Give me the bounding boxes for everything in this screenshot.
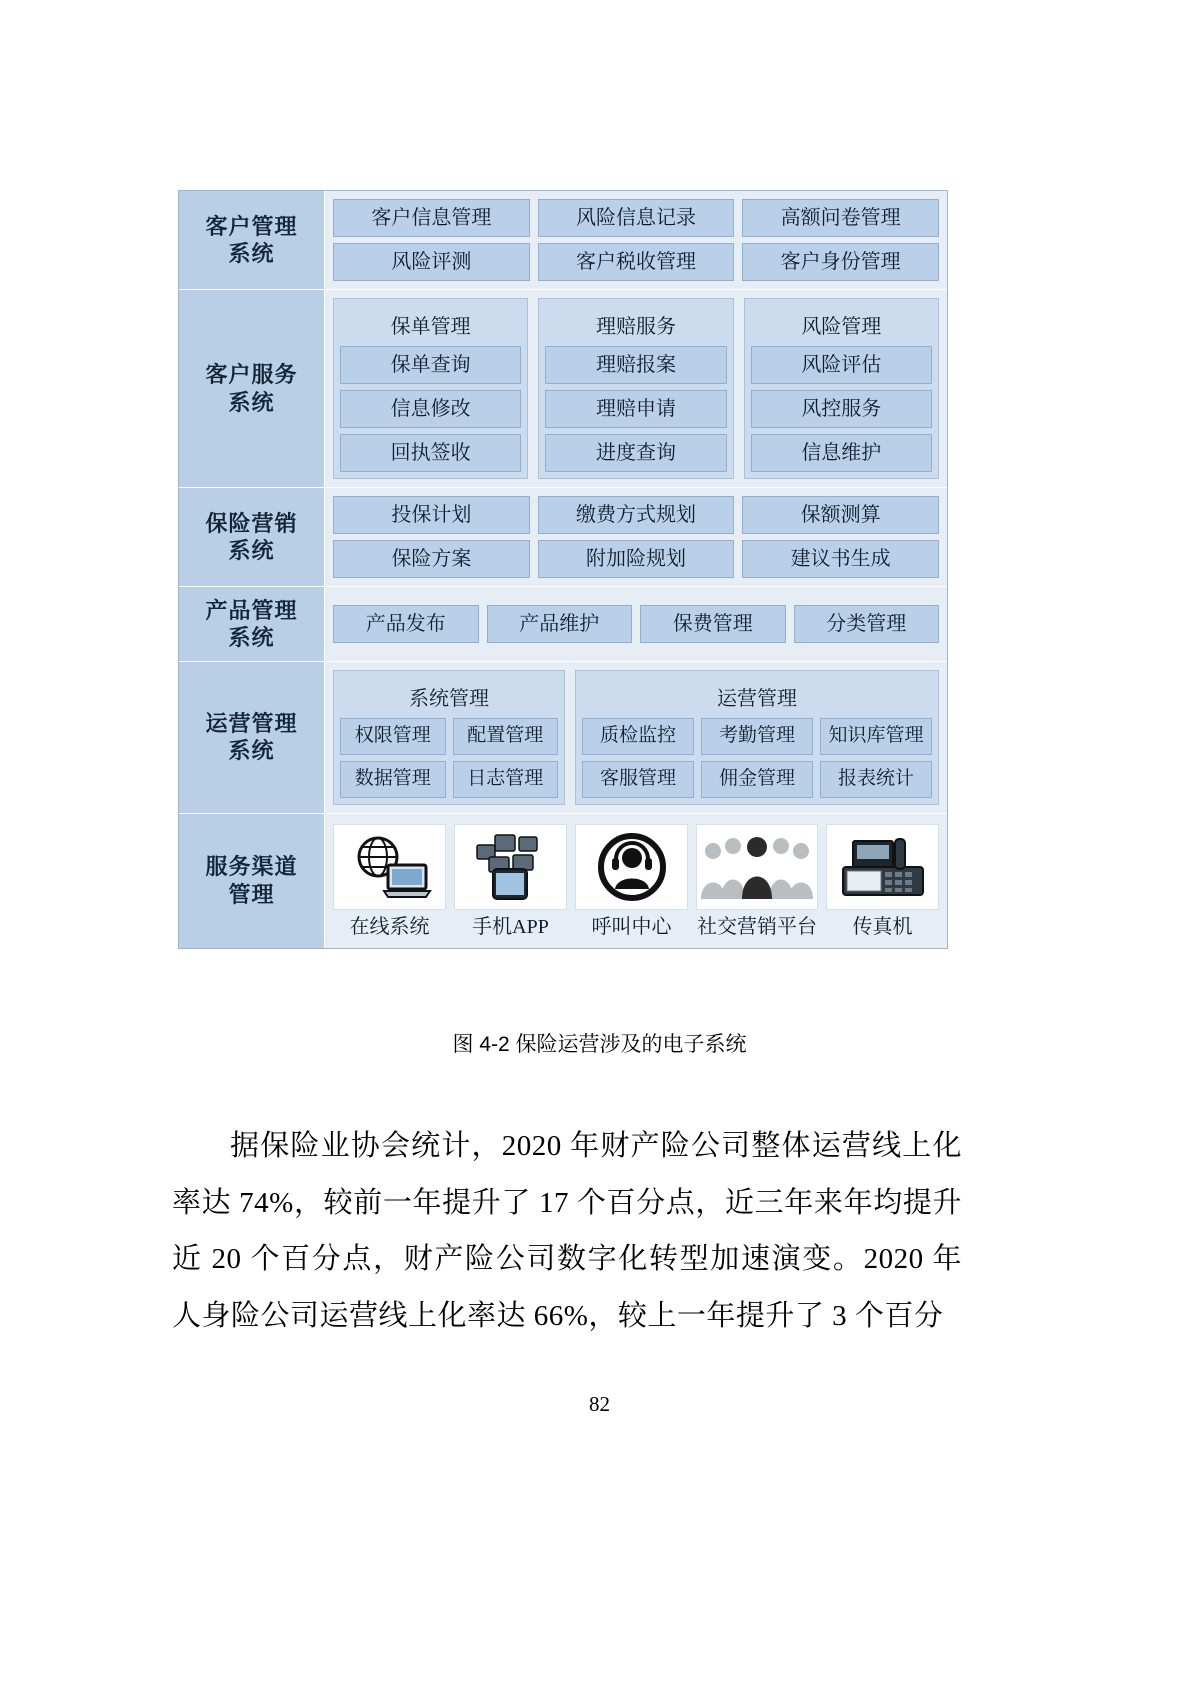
module-group [333,298,528,479]
module-cell[interactable]: 分类管理 [794,605,940,643]
band-label-line: 服务渠道 [205,854,298,880]
band-label-line: 管理 [228,881,275,907]
globe-laptop-icon [333,824,446,910]
band-label-line: 系统 [228,625,275,650]
module-cell[interactable]: 日志管理 [453,761,559,798]
module-cell[interactable]: 建议书生成 [742,540,939,578]
channel-item[interactable] [696,824,818,938]
band-label-line: 系统 [228,738,275,764]
cell-row [333,496,939,534]
figure-caption: 图 4-2 保险运营涉及的电子系统 [452,1033,747,1056]
module-cell[interactable]: 保单查询 [340,346,521,384]
module-cell[interactable]: 客户税收管理 [538,243,735,281]
group-row [333,670,939,805]
group-title: 运营管理 [717,688,797,710]
band-label-line: 系统 [228,538,275,563]
group-row [333,298,939,479]
system-architecture-diagram [178,190,948,949]
module-cell[interactable]: 佣金管理 [701,761,813,798]
cell-row [333,199,939,237]
band-label [179,587,325,661]
module-cell[interactable]: 报表统计 [820,761,932,798]
module-cell[interactable]: 客户身份管理 [742,243,939,281]
band-body [325,587,947,661]
channel-item[interactable] [575,824,688,938]
page-number: 82 [589,1392,610,1416]
channel-label: 手机APP [472,915,549,938]
cell-row [333,605,939,643]
module-cell[interactable]: 考勤管理 [701,718,813,755]
band-label [179,290,325,487]
channel-item[interactable] [826,824,939,938]
group-title: 保单管理 [390,316,471,338]
module-cell[interactable]: 配置管理 [453,718,559,755]
channel-item[interactable] [454,824,567,938]
module-cell[interactable]: 附加险规划 [538,540,735,578]
band-label-line: 产品管理 [205,597,298,623]
cell-row [340,761,558,798]
diagram-band-product-management [179,587,947,662]
module-cell[interactable]: 保费管理 [640,605,786,643]
module-cell[interactable]: 风险评测 [333,243,530,281]
band-label [179,191,325,289]
band-body [325,662,947,813]
module-cell[interactable]: 知识库管理 [820,718,932,755]
band-label-line: 系统 [228,389,275,415]
group-title: 风险管理 [801,316,882,338]
headset-agent-icon [575,824,688,910]
module-cell[interactable]: 信息维护 [751,434,932,472]
channel-label: 社交营销平台 [697,915,817,938]
band-label-line: 客户管理 [205,213,298,239]
band-label-line: 系统 [228,241,275,266]
module-cell[interactable]: 保额测算 [742,496,939,534]
band-body [325,488,947,586]
module-cell[interactable]: 理赔申请 [545,390,726,428]
cell-row [333,243,939,281]
group-title: 系统管理 [409,688,489,710]
band-label [179,662,325,813]
module-cell[interactable]: 缴费方式规划 [538,496,735,534]
channel-label: 呼叫中心 [591,915,672,938]
module-cell[interactable]: 进度查询 [545,434,726,472]
diagram-band-customer-service [179,290,947,488]
band-label-line: 运营管理 [205,710,298,736]
band-label [179,488,325,586]
band-label [179,814,325,948]
people-group-icon [696,824,818,910]
module-cell[interactable]: 数据管理 [340,761,446,798]
diagram-band-customer-management [179,191,947,290]
channel-item[interactable] [333,824,446,938]
group-title: 理赔服务 [595,316,676,338]
module-cell[interactable]: 权限管理 [340,718,446,755]
module-cell[interactable]: 质检监控 [582,718,694,755]
module-cell[interactable]: 保险方案 [333,540,530,578]
channel-row [333,822,939,940]
cell-row [582,761,932,798]
module-cell[interactable]: 信息修改 [340,390,521,428]
module-cell[interactable]: 风险评估 [751,346,932,384]
module-cell[interactable]: 回执签收 [340,434,521,472]
band-label-line: 保险营销 [205,510,298,536]
channel-label: 在线系统 [349,915,430,938]
module-cell[interactable]: 风控服务 [751,390,932,428]
diagram-band-service-channels [179,814,947,948]
module-group [575,670,939,805]
diagram-band-insurance-marketing [179,488,947,587]
cell-row [333,540,939,578]
module-cell[interactable]: 高额问卷管理 [742,199,939,237]
module-cell[interactable]: 理赔报案 [545,346,726,384]
module-cell[interactable]: 投保计划 [333,496,530,534]
module-group [744,298,939,479]
band-body [325,814,947,948]
cell-row [582,718,932,755]
fax-machine-icon [826,824,939,910]
diagram-band-operations-management [179,662,947,814]
body-paragraph: 据保险业协会统计，2020 年财产险公司整体运营线上化率达 74%，较前一年提升了 17 个百分点，近三年来年均提升近 20 个百分点，财产险公司数字化转型加速演变。2020 年人身险公司运营线上化率达 66%，较上一年提升了 3 个百分 [172,1130,962,1332]
band-body [325,290,947,487]
cell-row [340,718,558,755]
band-label-line: 客户服务 [205,362,298,387]
module-group [333,670,565,805]
module-group [538,298,733,479]
body-text [172,1118,962,1344]
channel-label: 传真机 [852,915,913,938]
mobile-devices-icon [454,824,567,910]
module-cell[interactable]: 客服管理 [582,761,694,798]
module-cell[interactable]: 风险信息记录 [538,199,735,237]
module-cell[interactable]: 产品维护 [487,605,633,643]
module-cell[interactable]: 客户信息管理 [333,199,530,237]
module-cell[interactable]: 产品发布 [333,605,479,643]
band-body [325,191,947,289]
